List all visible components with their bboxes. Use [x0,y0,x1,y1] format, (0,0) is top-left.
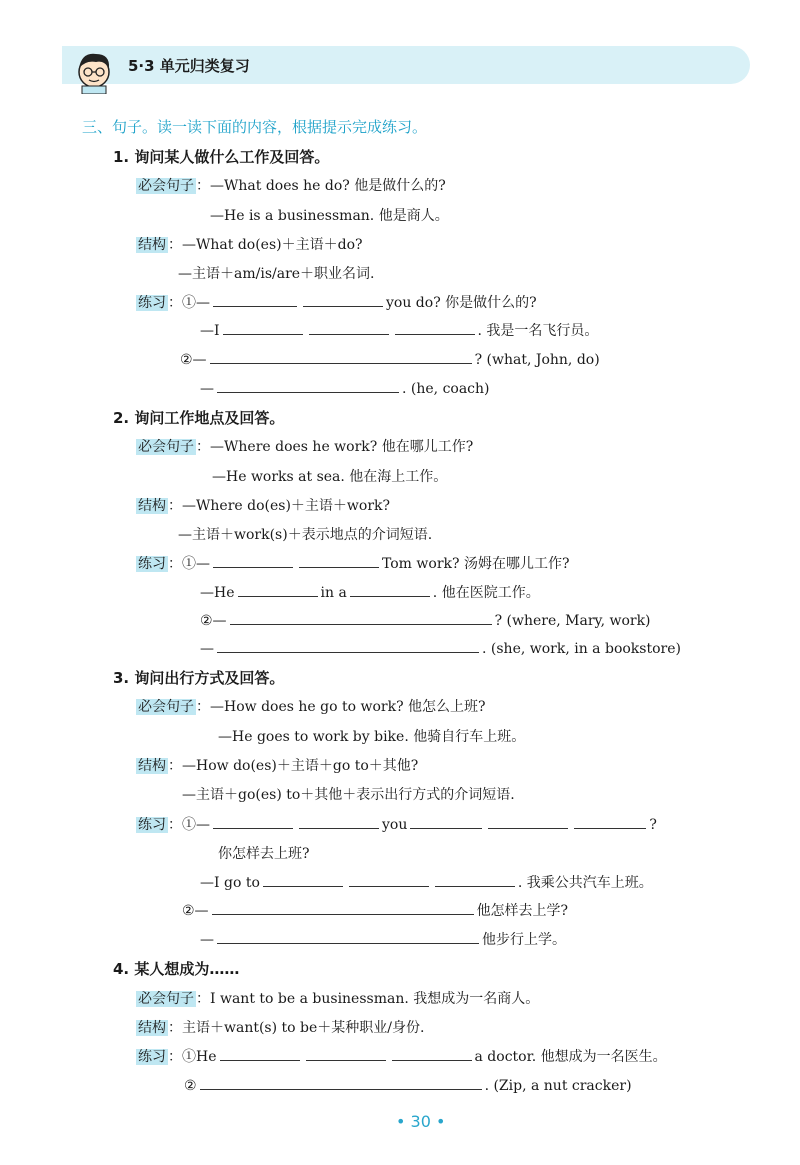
answer-blank[interactable] [392,1046,472,1061]
must-label: 必会句子 [138,178,194,194]
q1-structure-line-a: 结构 ：—What do(es)＋主语＋do? [138,237,363,253]
structure-label: 结构 [138,1020,166,1036]
q1-must-line-a: 必会句子 ：—What does he do? 他是做什么的? [138,178,446,194]
answer-blank[interactable] [238,582,318,597]
answer-blank[interactable] [299,814,379,829]
answer-blank[interactable] [212,900,474,915]
q2-structure-line-a: 结构 ：—Where do(es)＋主语＋work? [138,498,390,514]
practice-label: 练习 [138,295,166,311]
question-2-title: 2. 询问工作地点及回答。 [113,409,285,427]
must-label: 必会句子 [138,439,194,455]
answer-blank[interactable] [210,349,472,364]
answer-blank[interactable] [217,638,479,653]
practice-label: 练习 [138,556,166,572]
answer-blank[interactable] [349,872,429,887]
answer-blank[interactable] [213,292,297,307]
q4-structure-line-a: 结构 ：主语＋want(s) to be＋某种职业/身份. [138,1020,425,1036]
q4-practice-2: ② . (Zip, a nut cracker) [184,1075,632,1094]
q1-practice-2: —I . 我是一名飞行员。 [200,320,598,340]
q3-practice-4: — 他步行上学。 [200,929,566,949]
answer-blank[interactable] [299,553,379,568]
must-label: 必会句子 [138,699,194,715]
answer-blank[interactable] [488,814,568,829]
q2-practice-3: ②— ? (where, Mary, work) [200,610,651,629]
q1-practice-3: ②— ? (what, John, do) [180,349,600,368]
q3-practice-1-translation: 你怎样去上班? [218,846,310,862]
answer-blank[interactable] [200,1075,482,1090]
q2-must-line-a: 必会句子 ：—Where does he work? 他在哪儿工作? [138,439,474,455]
structure-label: 结构 [138,498,166,514]
q3-must-line-b: —He goes to work by bike. 他骑自行车上班。 [218,729,526,745]
q3-practice-1: 练习 ：①— you ? [136,814,657,834]
answer-blank[interactable] [574,814,646,829]
must-label: 必会句子 [138,991,194,1007]
q3-structure-line-b: —主语＋go(es) to＋其他＋表示出行方式的介词短语. [182,787,515,803]
q1-structure-line-b: —主语＋am/is/are＋职业名词. [178,266,375,282]
question-3-title: 3. 询问出行方式及回答。 [113,669,285,687]
q1-practice-4: — . (he, coach) [200,378,490,397]
answer-blank[interactable] [350,582,430,597]
answer-blank[interactable] [395,320,475,335]
q2-practice-1: 练习 ：①— Tom work? 汤姆在哪儿工作? [136,553,569,573]
q3-must-line-a: 必会句子 ：—How does he go to work? 他怎么上班? [138,699,486,715]
header-title: 5·3 单元归类复习 [128,57,250,75]
q3-structure-line-a: 结构 ：—How do(es)＋主语＋go to＋其他? [138,758,419,774]
q2-structure-line-b: —主语＋work(s)＋表示地点的介词短语. [178,527,433,543]
q4-must-line-a: 必会句子 ：I want to be a businessman. 我想成为一名商人。 [138,991,540,1007]
question-1-title: 1. 询问某人做什么工作及回答。 [113,148,330,166]
answer-blank[interactable] [217,929,479,944]
q1-practice-1: 练习 ：①— you do? 你是做什么的? [136,292,537,312]
answer-blank[interactable] [263,872,343,887]
answer-blank[interactable] [223,320,303,335]
q2-must-line-b: —He works at sea. 他在海上工作。 [212,469,448,485]
q2-practice-4: — . (she, work, in a bookstore) [200,638,681,657]
answer-blank[interactable] [309,320,389,335]
answer-blank[interactable] [213,814,293,829]
answer-blank[interactable] [230,610,492,625]
answer-blank[interactable] [306,1046,386,1061]
answer-blank[interactable] [217,378,399,393]
question-4-title: 4. 某人想成为…… [113,960,240,978]
practice-label: 练习 [138,1049,166,1065]
structure-label: 结构 [138,758,166,774]
q4-practice-1: 练习 ：①He a doctor. 他想成为一名医生。 [136,1046,667,1066]
answer-blank[interactable] [220,1046,300,1061]
q1-must-line-b: —He is a businessman. 他是商人。 [210,208,449,224]
structure-label: 结构 [138,237,166,253]
q3-practice-3: ②— 他怎样去上学? [182,900,568,920]
section-heading: 三、句子。读一读下面的内容，根据提示完成练习。 [82,118,428,136]
q2-practice-2: —He in a . 他在医院工作。 [200,582,540,602]
q3-practice-2: —I go to . 我乘公共汽车上班。 [200,872,653,892]
page-number: • 30 • [396,1112,446,1131]
answer-blank[interactable] [303,292,383,307]
answer-blank[interactable] [213,553,293,568]
boy-avatar-icon [72,48,116,94]
practice-label: 练习 [138,817,166,833]
answer-blank[interactable] [435,872,515,887]
answer-blank[interactable] [410,814,482,829]
